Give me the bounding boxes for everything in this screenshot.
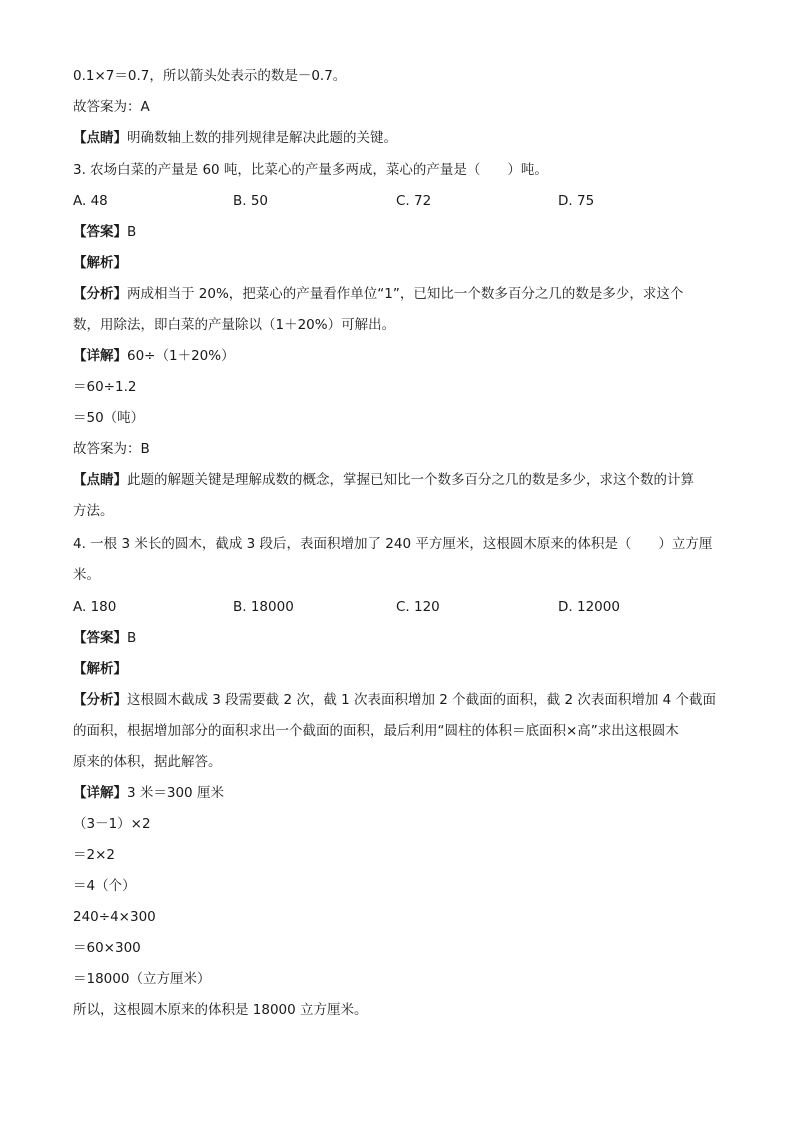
dianjing-text: 明确数轴上数的排列规律是解决此题的关键。: [127, 130, 397, 146]
answer-tag: 【答案】: [73, 630, 127, 646]
xiangjie-text: 3 米＝300 厘米: [127, 785, 224, 801]
answer-value: B: [127, 224, 137, 240]
q4-option-d: D. 12000: [558, 599, 620, 615]
answer-value: B: [127, 630, 137, 646]
xiangjie-tag: 【详解】: [73, 785, 127, 801]
analysis-tag: 【解析】: [73, 255, 127, 271]
q3-option-d: D. 75: [558, 193, 595, 209]
xiangjie-tag: 【详解】: [73, 348, 127, 364]
q3-answer-line: [73, 222, 136, 242]
q3-step-2: ＝60÷1.2: [73, 379, 137, 395]
dianjing-line: [73, 128, 397, 148]
q4-analysis-line: [73, 659, 127, 679]
question-3: 3. 农场白菜的产量是 60 吨，比菜心的产量多两成，菜心的产量是（ ）吨。: [73, 162, 548, 178]
q4-conclusion: 所以，这根圆木原来的体积是 18000 立方厘米。: [73, 1002, 368, 1018]
q4-fenxi-line-1: [73, 690, 716, 710]
q3-conclusion: 故答案为：B: [73, 441, 150, 457]
question-4-line-2: 米。: [73, 567, 100, 583]
q4-step-2: （3－1）×2: [73, 816, 151, 832]
answer-tag: 【答案】: [73, 224, 127, 240]
q4-option-a: A. 180: [73, 599, 117, 615]
q4-xiangjie-line-1: [73, 783, 224, 803]
q3-option-b: B. 50: [233, 193, 269, 209]
q3-dianjing-line-1: [73, 470, 694, 490]
q3-fenxi-line-1: [73, 284, 683, 304]
q4-option-c: C. 120: [396, 599, 440, 615]
text-line: 0.1×7＝0.7，所以箭头处表示的数是－0.7。: [73, 68, 347, 84]
fenxi-text: 两成相当于 20%，把菜心的产量看作单位“1”，已知比一个数多百分之几的数是多少，求这个: [127, 286, 684, 302]
q4-step-6: ＝60×300: [73, 940, 141, 956]
q4-fenxi-line-2: 的面积，根据增加部分的面积求出一个截面的面积，最后利用“圆柱的体积＝底面积×高”求出这根圆木: [73, 723, 679, 739]
fenxi-tag: 【分析】: [73, 286, 127, 302]
q4-step-5: 240÷4×300: [73, 909, 156, 925]
dianjing-tag: 【点睛】: [73, 472, 127, 488]
q4-answer-line: [73, 628, 136, 648]
fenxi-text: 这根圆木截成 3 段需要截 2 次，截 1 次表面积增加 2 个截面的面积，截 2 次表面积增加 4 个截面: [127, 692, 717, 708]
q4-fenxi-line-3: 原来的体积，据此解答。: [73, 754, 222, 770]
q3-option-a: A. 48: [73, 193, 108, 209]
q4-step-3: ＝2×2: [73, 847, 115, 863]
dianjing-text: 此题的解题关键是理解成数的概念，掌握已知比一个数多百分之几的数是多少，求这个数的计算: [127, 472, 694, 488]
q4-step-4: ＝4（个）: [73, 878, 136, 894]
q3-step-3: ＝50（吨）: [73, 410, 145, 426]
q3-option-c: C. 72: [396, 193, 432, 209]
q3-fenxi-line-2: 数，用除法，即白菜的产量除以（1＋20%）可解出。: [73, 317, 396, 333]
q3-xiangjie-line-1: [73, 346, 235, 366]
answer-conclusion: 故答案为：A: [73, 99, 150, 115]
analysis-tag: 【解析】: [73, 661, 127, 677]
q3-dianjing-line-2: 方法。: [73, 503, 114, 519]
question-4-line-1: 4. 一根 3 米长的圆木，截成 3 段后，表面积增加了 240 平方厘米，这根圆木原来的体积是（ ）立方厘: [73, 536, 713, 552]
q4-step-7: ＝18000（立方厘米）: [73, 971, 211, 987]
q4-option-b: B. 18000: [233, 599, 294, 615]
fenxi-tag: 【分析】: [73, 692, 127, 708]
dianjing-tag: 【点睛】: [73, 130, 127, 146]
q3-analysis-line: [73, 253, 127, 273]
xiangjie-text: 60÷（1＋20%）: [127, 348, 235, 364]
